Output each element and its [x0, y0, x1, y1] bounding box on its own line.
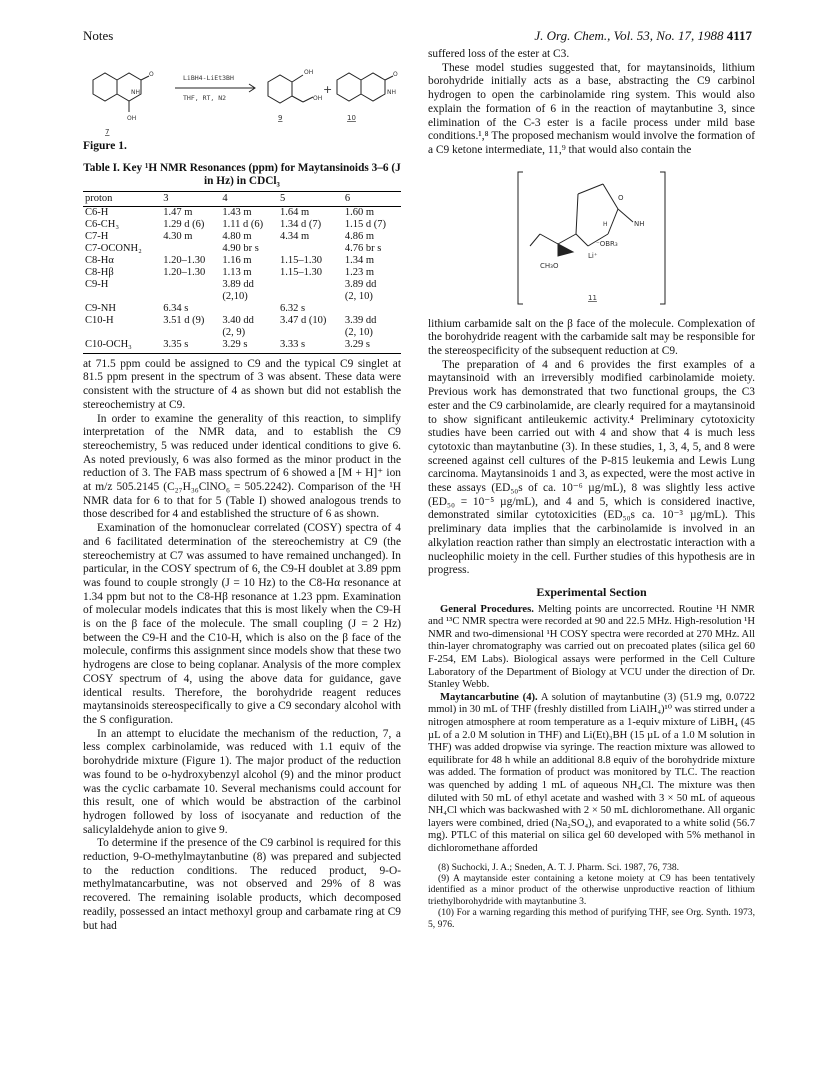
table-cell: 3.29 s [220, 339, 278, 354]
struct-ch3o-label: CH₃O [540, 261, 559, 270]
struct-o-label: O [618, 193, 624, 202]
table-cell: 1.15 d (7) [344, 218, 386, 230]
table-row [83, 267, 401, 279]
table-cell [220, 303, 278, 315]
table-cell: 3.89 dd [344, 278, 377, 290]
table-row [83, 279, 401, 291]
paragraph: To determine if the presence of the C9 carbinol is required for this reduction, 9-O-methylmaytanbutine (8) was prepared and subjected to the reduction conditions. The reduced product, 9-O-methylmatancarbutine, was not observed and 29% of 8 was recovered. The remaining isolable products, which decomposed readily, possessed an intact methoxyl group and carbamate ring at C9 but had [83, 837, 401, 932]
table-cell: 4.76 br s [344, 242, 382, 254]
footnote: (9) A maytanside ester containing a ketone moiety at C9 has been tentatively identified as a minor product of the otherwise unproductive reaction of lithium triethylborohydride with maytanbutine 3. [428, 872, 755, 907]
table-cell: 4.34 m [280, 230, 310, 242]
page-number: 4117 [726, 28, 752, 43]
table-cell [278, 291, 343, 303]
table-row [83, 327, 401, 339]
experimental-text [428, 604, 755, 856]
paragraph: These model studies suggested that, for maytansinoids, lithium borohydride initially acts as a base, abstracting the C9 carbinol hydrogen to open the carbinolamide ring system. This would also explain the formation of 6 in the reaction of maytanbutine 3, since elimination of the C-3 ester is a facile process under mild base conditions.¹,⁸ The proposed mechanism would involve the formation of a C9 ketone intermediate, 11,⁹ that would also contain the [428, 61, 755, 156]
paragraph: The preparation of 4 and 6 provides the first examples of a maytansinoid with an irreversibly modified carbinolamide moiety. Previous work has demonstrated that two functional groups, the C3 ester and the C9 carbinolamide, are clearly required for a maytansinoid to show significant antileukemic activity.⁴ Preliminary cytotoxicity studies have been carried out with 4 and show that 4 is much less cytotoxic than maytanbutine (3). In these studies, 1, 3, 4, 5, and 8 were screened against cell cultures of the P-815 leukemia and Lewis Lung carcinoma. Maytansinoids 1 and 3, as expected, were the most active in these assays (ED₅₀s of ca. 10⁻⁶ µg/mL), 8 was slightly less active (ED₅₀ = 10⁻⁵ µg/mL), and 4 and 5, which is considered inactive, demonstrated similar cytotoxicities (ED₅₀s ca. 10⁻³ µg/mL). This preliminary data implies that the carbinolamide is involved in an alkylation reaction rather than simply an electrostatic interaction with a nucleophilic moiety in the cell. Further studies of this hypothesis are in progress. [428, 358, 755, 577]
table-body [83, 206, 401, 353]
table-cell: C7-OCONH₂ [85, 242, 142, 254]
table-cell [278, 327, 343, 339]
journal-name: J. Org. Chem., [534, 28, 611, 43]
struct-h-label: H [603, 220, 608, 228]
nh-label-10: NH [387, 89, 396, 96]
table-cell: 3.51 d (9) [163, 314, 205, 326]
reaction-scheme-svg [83, 50, 401, 136]
table-cell: 3.89 dd [222, 278, 254, 290]
struct-compound-label: 11 [588, 293, 597, 302]
table-cell: 1.23 m [344, 266, 375, 278]
struct-obr3-label: ⁻OBR₃ [596, 239, 618, 248]
table-cell: 1.11 d (6) [222, 218, 264, 230]
reagent-line-2: THF, RT, N2 [183, 94, 227, 102]
compound-9-label: 9 [278, 114, 283, 122]
table-cell: (2, 9) [222, 326, 246, 338]
table-header-cell: proton [83, 191, 161, 206]
table-cell: C8-Hβ [85, 266, 114, 278]
table-cell [343, 303, 401, 315]
table-row [83, 315, 401, 327]
table-cell: 1.20–1.30 [163, 254, 206, 266]
table-cell [161, 291, 220, 303]
table-header-row [83, 191, 401, 206]
table-cell: 1.34 m [344, 254, 375, 266]
table-cell [278, 243, 343, 255]
table-cell: 3.35 s [161, 339, 220, 354]
table-cell: 1.16 m [222, 254, 252, 266]
paragraph: Examination of the homonuclear correlated (COSY) spectra of 4 and 6 facilitated determination of the stereochemistry at C9 (the stereochemistry at C7 was assumed to have remained unchanged). In particular, in the COSY spectrum of 6, the C9-H doublet at 3.89 ppm was found to couple strongly (J = 10 Hz) to the C8-Hα resonance at 1.34 ppm but not to the C8-Hβ resonance at 1.23 ppm. Examination of molecular models indicates that this is most likely when the C9-H is on the β face of the molecule. The small coupling (J = 2 Hz) between the C9-H and the C10-H, which is also on the β face of the molecule, confirms this assignment since models show that these two hydrogens are close to being coplanar. Analysis of the more complex COSY spectrum of 4, using the above data for guidance, gave identical results. Therefore, the borohydride reagent reduces maytansinoids stereospecifically to give a C9 secondary alcohol with the S configuration. [83, 522, 401, 726]
struct-nh-label: NH [634, 219, 645, 228]
table-row [83, 255, 401, 267]
svg-text:O: O [149, 71, 154, 78]
compound-10-label: 10 [347, 114, 356, 122]
table-cell [83, 327, 161, 339]
maytancarbutine-text: A solution of maytanbutine (3) (51.9 mg, 0.0722 mmol) in 30 mL of THF (freshly distilled from LiAlH₄)¹⁰ was stirred under a nitrogen atmosphere at room temperature as a 1-equiv mixture of LiBH₄ (45 µL of a 2.0 M solution in THF) and Li(Et)₃BH (15 µL of a 1.0 M solution in THF) was added dropwise via syringe. The reaction mixture was allowed to equilibrate for 48 h while an additional 8.8 equiv of the borohydride mixture was added. The formation of product was monitored by TLC. The reaction was quenched by adding 1 mL of aqueous NH₄Cl. The mixture was then diluted with 50 mL of ethyl acetate and washed with 3 × 50 mL of aqueous NH₄Cl which was backwashed with 2 × 50 mL dichloromethane. All organic layers were combined, dried (Na₂SO₄), and evaporated to a white solid (56.7 mg). PTLC of this material on silica gel 60 developed with 5% methanol in dichloromethane afforded [428, 691, 755, 854]
table-cell: C6-H [85, 206, 109, 218]
figure-1-scheme [83, 50, 401, 136]
general-procedures-head: General Procedures. [440, 603, 534, 615]
table-cell: C10-H [85, 314, 114, 326]
compound-7-label: 7 [105, 128, 110, 136]
table-header-cell: 5 [278, 191, 343, 206]
table-cell [83, 291, 161, 303]
running-header-left: Notes [83, 28, 114, 43]
table-row [83, 219, 401, 231]
table-cell: 4.80 m [222, 230, 252, 242]
table-cell: C6-CH₃ [85, 218, 119, 230]
table-cell: 6.34 s [163, 302, 189, 314]
table-cell: 3.39 dd [344, 314, 377, 326]
table-cell: 1.60 m [344, 206, 375, 218]
table-cell: (2,10) [222, 290, 248, 302]
table-cell: 3.33 s [278, 339, 343, 354]
table-cell: 1.13 m [222, 266, 252, 278]
volume-info: Vol. 53, No. 17, 1988 [613, 28, 724, 43]
table-cell [161, 279, 220, 291]
structure-11 [428, 164, 755, 314]
reagent-line-1: LiBH4-LiEt3BH [183, 74, 234, 82]
table-row [83, 339, 401, 354]
paragraph: suffered loss of the ester at C3. [428, 48, 570, 60]
table-row [83, 206, 401, 219]
paragraph: In order to examine the generality of this reaction, to simplify interpretation of the NMR data, and to establish the C9 stereochemistry, 5 was reduced under identical conditions to give 6. As noted previously, 6 was also formed as the minor product in the reduction of 3. The FAB mass spectrum of 6 showed a [M + H]⁺ ion at m/z 505.2145 (C₂₇H₃₆ClNO₆ = 505.2242). Comparison of the ¹H NMR data for 6 to that for 5 (Table I) showed analogous trends to those described for 4 and established the structure of 6 as shown. [83, 412, 401, 521]
table-cell: 1.20–1.30 [163, 266, 206, 278]
maytancarbutine-head: Maytancarbutine (4). [440, 691, 538, 703]
running-header-right [534, 28, 752, 44]
table-cell: 1.64 m [280, 206, 310, 218]
table-cell: C7-H [85, 230, 109, 242]
left-body-text [83, 358, 401, 934]
table-cell: (2, 10) [344, 290, 373, 302]
table-cell: C9-NH [85, 302, 116, 314]
paragraph: lithium carbamide salt on the β face of the molecule. Complexation of the borohydride reagent with the carbamide salt may be responsible for the stereospecificity of the subsequent reduction at C9. [428, 317, 755, 358]
footnote: (8) Suchocki, J. A.; Sneden, A. T. J. Pharm. Sci. 1987, 76, 738. [438, 861, 680, 873]
table-cell [161, 327, 220, 339]
struct-li-label: Li⁺ [588, 251, 598, 260]
table-cell: 4.90 br s [222, 242, 259, 254]
structure-11-svg [428, 164, 755, 314]
figure-caption: Figure 1. [83, 140, 127, 152]
table-cell [161, 243, 220, 255]
footnotes [428, 862, 755, 930]
table-header-cell: 3 [161, 191, 220, 206]
general-procedures-text: Melting points are uncorrected. Routine ¹H NMR and ¹³C NMR spectra were recorded at 90 and 22.5 MHz. High-resolution ¹H NMR and two-dimensional ¹H COSY spectra were recorded at 270 MHz. All thin-layer chromatography was carried out on precoated plates (silica gel 60 F-254, EM Labs). Biological assays were performed in the Cell Culture Laboratory of the Department of Biology at VCU under the direction of Dr. Stanley Webb. [428, 603, 755, 691]
section-heading: Experimental Section [536, 584, 647, 599]
plus-sign: + [323, 83, 333, 96]
right-body-text-top [428, 48, 755, 158]
table-cell: 1.29 d (6) [163, 218, 205, 230]
paragraph: In an attempt to elucidate the mechanism of the reduction, 7, a less complex carbinolamide, was reduced with 1.1 equiv of the borohydride mixture (Figure 1). The major product of the reduction was found to be o-hydroxybenzyl alcohol (9) and the minor product was the cyclic carbamate 10. Several mechanisms could account for this result, one of which would be abstraction of the carbinol hydrogen followed by loss of isocyanate and reduction of the salicylaldehyde anion to give 9. [83, 727, 401, 836]
table-cell: 1.34 d (7) [280, 218, 322, 230]
table-cell: C9-H [85, 278, 109, 290]
table-cell: (2, 10) [344, 326, 373, 338]
table-cell: 4.86 m [344, 230, 375, 242]
table-row [83, 231, 401, 243]
table-cell: 6.32 s [280, 302, 306, 314]
left-column [83, 48, 401, 933]
table-cell [278, 279, 343, 291]
right-column [428, 48, 755, 930]
svg-text:O: O [393, 71, 398, 78]
table-cell: 1.43 m [222, 206, 252, 218]
table-row [83, 243, 401, 255]
table-cell: C8-Hα [85, 254, 114, 266]
table-cell: 4.30 m [163, 230, 193, 242]
table-header-cell: 6 [343, 191, 401, 206]
oh-label-9a: OH [304, 69, 314, 76]
table-title: Table I. Key ¹H NMR Resonances (ppm) for Maytansinoids 3–6 (J in Hz) in CDCl₃ [83, 161, 401, 187]
paragraph: at 71.5 ppm could be assigned to C9 and the typical C9 singlet at 81.5 ppm present in the spectrum of 3 was absent. These data were consistent with the structure of 4 as shown but did not establish the stereochemistry at C9. [83, 357, 401, 411]
table-cell: 3.47 d (10) [280, 314, 327, 326]
oh-label-7: OH [127, 115, 137, 122]
table-cell: 1.15–1.30 [280, 254, 323, 266]
table-cell: 3.29 s [343, 339, 401, 354]
right-body-text-mid [428, 318, 755, 578]
table-cell: 1.15–1.30 [280, 266, 323, 278]
nh-label-7: NH [131, 89, 140, 96]
table-row [83, 291, 401, 303]
table-cell: 3.40 dd [222, 314, 254, 326]
footnote: (10) For a warning regarding this method of purifying THF, see Org. Synth. 1973, 5, 976. [428, 907, 755, 930]
table-cell: C10-OCH₃ [83, 339, 161, 354]
table-header-cell: 4 [220, 191, 278, 206]
nmr-table [83, 191, 401, 354]
oh-label-9b: OH [313, 95, 323, 102]
table-cell: 1.47 m [163, 206, 193, 218]
table-row [83, 303, 401, 315]
